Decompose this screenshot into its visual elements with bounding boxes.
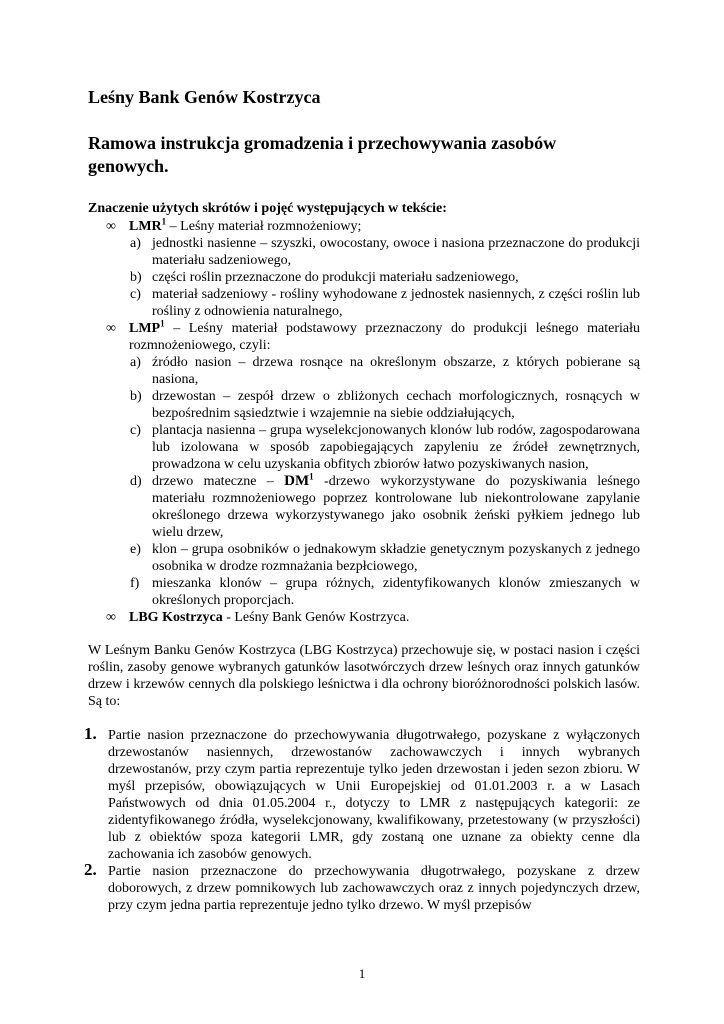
- definition-text: – Leśny materiał rozmnożeniowy;: [166, 219, 362, 234]
- item-label: f): [130, 576, 140, 591]
- lmp-sublist: [88, 354, 640, 609]
- definition-lmr: [88, 218, 640, 235]
- term-lmr: LMR: [129, 219, 162, 234]
- item-number: 1.: [84, 724, 97, 743]
- intro-paragraph: W Leśnym Banku Genów Kostrzyca (LBG Kostrzyca) przechowuje się, w postaci nasion i części roślin, zasoby genowe wybranych gatunków lasotwórczych drzew leśnych oraz innych gatunków drzew i krzewów cennych dla polskiego leśnictwa i dla ochrony bioróżnorodności polskich lasów. Są to:: [88, 643, 640, 709]
- list-item: [130, 269, 640, 286]
- item-text: Partie nasion przeznaczone do przechowywania długotrwałego, pozyskane z wyłączonych drzewostanów nasiennych, drzewostanów zachowawczych i innych wybranych drzewostanów, przy czym partia reprezentuje tylko jeden drzewostan i jeden sezon zbioru. W myśl przepisów, obowiązujących w Unii Europejskiej od 01.01.2003 r. a w Lasach Państwowych od dnia 01.05.2004 r., dotyczy to LMR z następujących kategorii: ze zidentyfikowanego źródła, wyselekcjonowany, kwalifikowany, przetestowany (w przyszłości) lub z obiektów spoza kategorii LMR, gdy zostaną one uznane za obiekty cenne dla zachowania ich zasobów genowych.: [108, 728, 640, 862]
- item-text: materiał sadzeniowy - rośliny wyhodowane z jednostek nasiennych, z części roślin lub rośliny z odnowienia naturalnego,: [152, 287, 640, 319]
- item-label: a): [130, 236, 141, 251]
- list-item: [130, 286, 640, 320]
- infinity-bullet-icon: ∞: [106, 321, 116, 336]
- item-text: części roślin przeznaczone do produkcji materiału sadzeniowego,: [152, 270, 519, 285]
- item-text: źródło nasion – drzewa rosnące na określonym obszarze, z których pobierane są nasiona,: [152, 355, 640, 387]
- infinity-bullet-icon: ∞: [106, 610, 116, 625]
- footnote-ref: 1: [309, 471, 314, 482]
- item-text: drzewo mateczne –: [152, 474, 285, 489]
- definition-lbg: [88, 609, 640, 626]
- footnote-ref: 1: [160, 318, 165, 329]
- term-lbg: LBG Kostrzyca: [129, 610, 223, 625]
- term-lmp: LMP: [129, 321, 161, 336]
- term-dm: DM: [284, 473, 310, 489]
- item-text: jednostki nasienne – szyszki, owocostany, owoce i nasiona przeznaczone do produkcji materiału sadzeniowego,: [152, 236, 640, 268]
- definition-text: - Leśny Bank Genów Kostrzyca.: [222, 610, 410, 625]
- document-title: Leśny Bank Genów Kostrzyca: [88, 87, 321, 107]
- definition-lmp: [88, 320, 640, 354]
- item-label: a): [130, 355, 141, 370]
- item-number: 2.: [84, 860, 97, 879]
- numbered-item: [84, 860, 640, 914]
- infinity-bullet-icon: ∞: [106, 219, 116, 234]
- document-subtitle: Ramowa instrukcja gromadzenia i przechowywania zasobów genowych.: [88, 133, 557, 176]
- document-body: [84, 200, 640, 914]
- list-item: [130, 422, 640, 473]
- item-text: -drzewo wykorzystywane do pozyskiwania leśnego materiału rozmnożeniowego poprzez kontrolowane lub niekontrolowane zapylanie określonego drzewa wykorzystywanego jako osobnik żeński pyłkiem jednego lub wielu drzew,: [152, 474, 640, 540]
- footnote-ref: 1: [161, 216, 167, 227]
- item-label: e): [130, 542, 141, 557]
- list-item: [130, 388, 640, 422]
- item-label: b): [130, 389, 142, 404]
- list-item: [130, 235, 640, 269]
- list-item: [130, 575, 640, 609]
- numbered-item: [84, 724, 640, 863]
- item-label: d): [130, 474, 142, 489]
- item-label: c): [130, 287, 141, 302]
- item-text: Partie nasion przeznaczone do przechowywania długotrwałego, pozyskane z drzew doborowych, z drzew pomnikowych lub zachowawczych oraz z innych pojedynczych drzew, przy czym jedna partia reprezentuje jedno tylko drzewo. W myśl przepisów: [108, 864, 640, 913]
- item-text: klon – grupa osobników o jednakowym składzie genetycznym pozyskanych z jednego osobnika w drodze rozmnażania bezpłciowego,: [152, 542, 640, 574]
- list-item: [130, 471, 640, 541]
- section-title: Znaczenie użytych skrótów i pojęć występujących w tekście:: [88, 201, 447, 216]
- item-label: b): [130, 270, 142, 285]
- item-text: drzewostan – zespół drzew o zbliżonych cechach morfologicznych, rosnących w bezpośrednim sąsiedztwie i wzajemnie na siebie oddziałujących,: [152, 389, 640, 421]
- numbered-list: [84, 724, 640, 914]
- item-text: mieszanka klonów – grupa różnych, zidentyfikowanych klonów zmieszanych w określonych proporcjach.: [152, 576, 640, 608]
- lmr-sublist: [88, 235, 640, 320]
- item-text: plantacja nasienna – grupa wyselekcjonowanych klonów lub rodów, zagospodarowana lub izolowana w sposób zapobiegających zapyleniu ze źródeł zewnętrznych, prowadzona w celu uzyskania obfitych zbiorów łatwo pozyskiwanych nasion,: [152, 423, 640, 472]
- list-item: [130, 541, 640, 575]
- list-item: [130, 354, 640, 388]
- page-number: 1: [358, 966, 366, 981]
- definition-text: – Leśny materiał podstawowy przeznaczony do produkcji leśnego materiału rozmnożeniowego, czyli:: [129, 321, 640, 353]
- item-label: c): [130, 423, 141, 438]
